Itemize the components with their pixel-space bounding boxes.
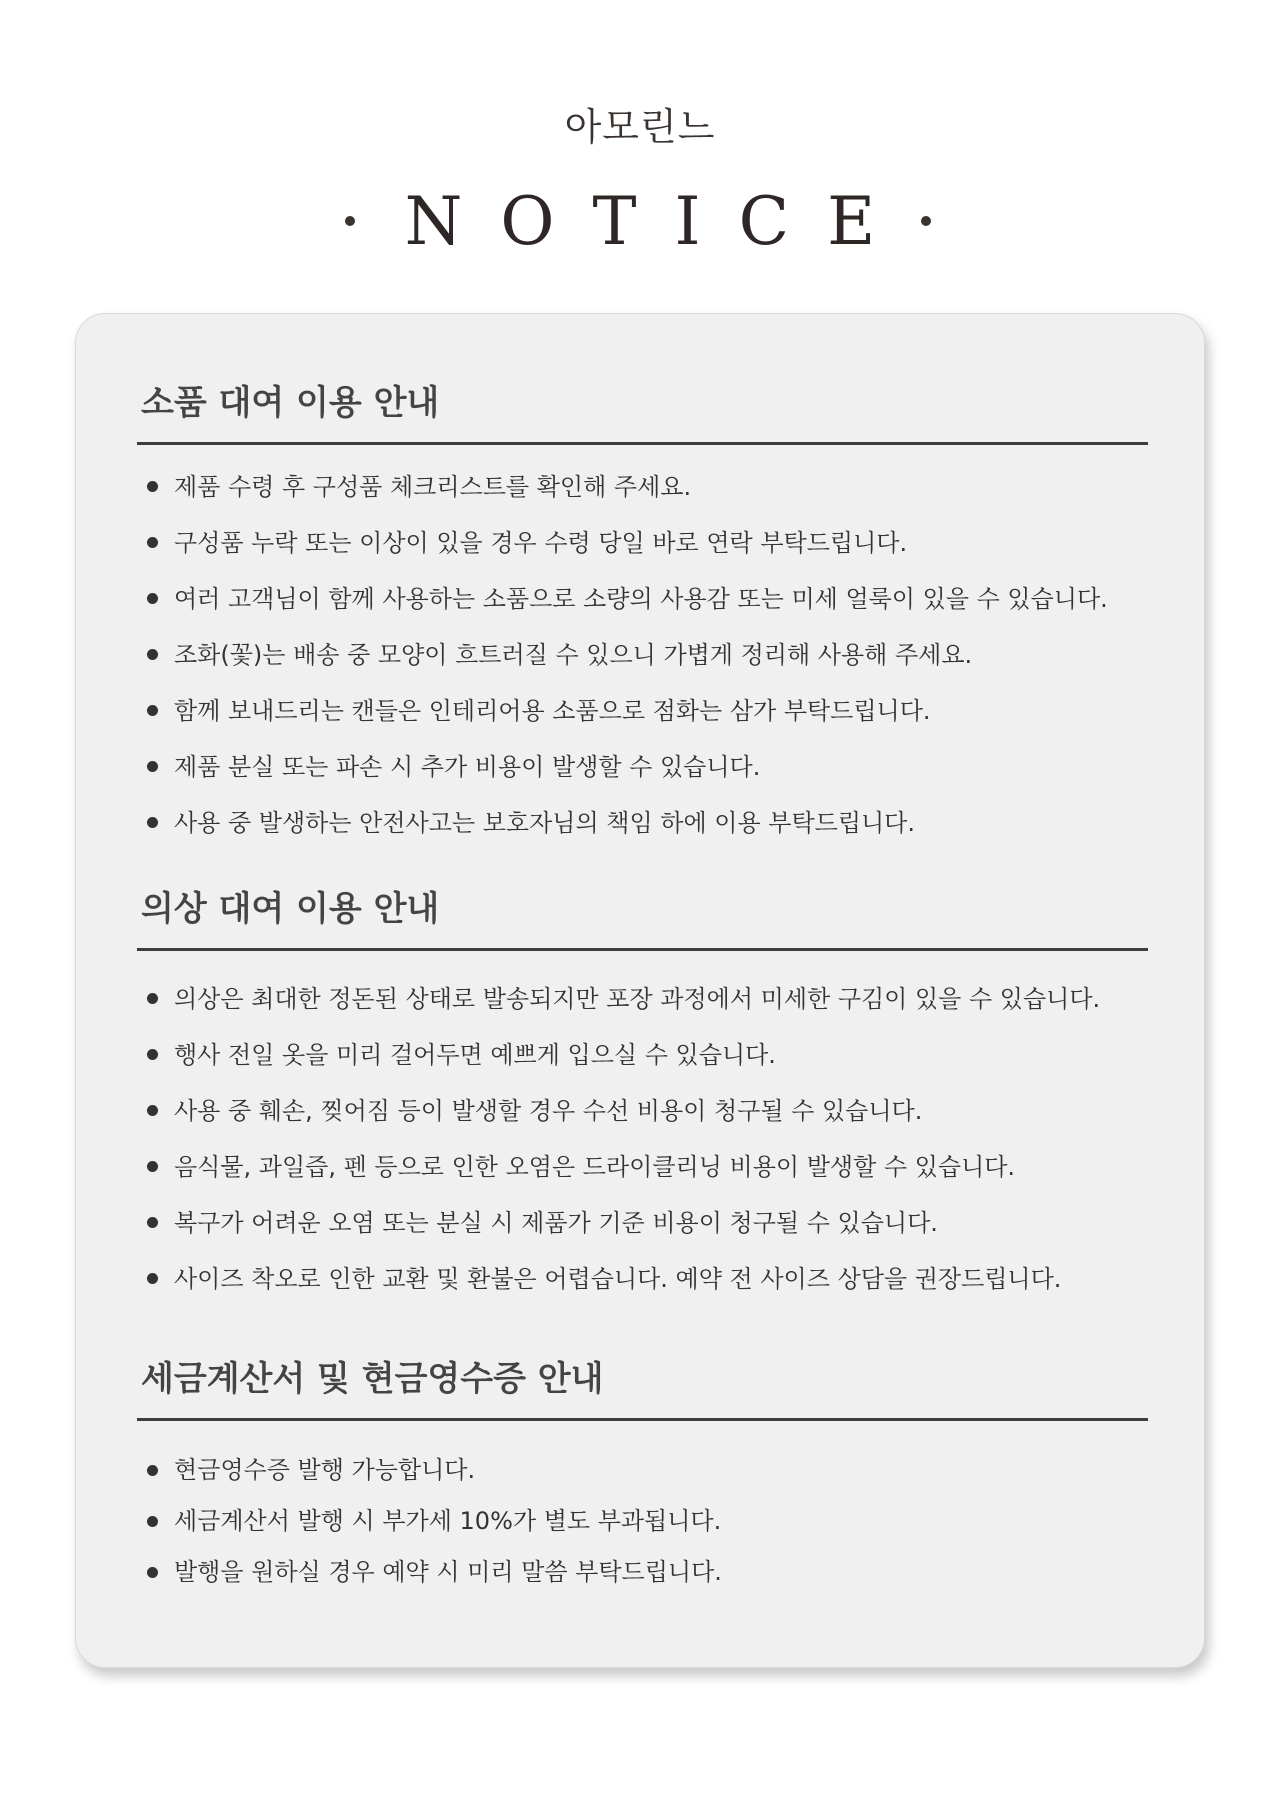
list-item	[137, 971, 1148, 1027]
list-item	[137, 739, 1148, 795]
list-item	[137, 1083, 1148, 1139]
bullet-icon	[147, 1273, 158, 1284]
bullet-icon	[147, 993, 158, 1004]
bullet-icon	[147, 761, 158, 772]
list-item	[137, 627, 1148, 683]
list-item-text: 함께 보내드리는 캔들은 인테리어용 소품으로 점화는 삼가 부탁드립니다.	[174, 697, 931, 725]
list-item-text: 세금계산서 발행 시 부가세 10%가 별도 부과됩니다.	[174, 1507, 722, 1535]
bullet-icon	[147, 593, 158, 604]
notice-card	[75, 313, 1205, 1668]
list-item	[137, 1547, 1148, 1598]
list-item-text: 복구가 어려운 오염 또는 분실 시 제품가 기준 비용이 청구될 수 있습니다.	[174, 1209, 938, 1237]
list-item-text: 의상은 최대한 정돈된 상태로 발송되지만 포장 과정에서 미세한 구김이 있을 수 있습니다.	[174, 985, 1101, 1013]
list-item	[137, 1195, 1148, 1251]
notice-title: NOTICE	[404, 183, 914, 260]
notice-list	[137, 459, 1148, 851]
list-item-text: 음식물, 과일즙, 펜 등으로 인한 오염은 드라이클리닝 비용이 발생할 수 있습니다.	[174, 1153, 1016, 1181]
list-item-text: 제품 수령 후 구성품 체크리스트를 확인해 주세요.	[174, 473, 692, 501]
list-item	[137, 515, 1148, 571]
bullet-icon	[147, 649, 158, 660]
section-tax-invoice	[137, 1352, 1148, 1598]
list-item-text: 발행을 원하실 경우 예약 시 미리 말씀 부탁드립니다.	[174, 1558, 722, 1586]
list-item-text: 조화(꽃)는 배송 중 모양이 흐트러질 수 있으니 가볍게 정리해 사용해 주세요.	[174, 641, 973, 669]
bullet-icon	[147, 1049, 158, 1060]
list-item	[137, 1139, 1148, 1195]
notice-list	[137, 971, 1148, 1307]
bullet-icon	[147, 1161, 158, 1172]
dot-ornament-right	[921, 216, 931, 226]
list-item-text: 사용 중 발생하는 안전사고는 보호자님의 책임 하에 이용 부탁드립니다.	[174, 809, 915, 837]
section-divider	[137, 1418, 1148, 1421]
section-title: 세금계산서 및 현금영수증 안내	[141, 1359, 604, 1399]
list-item	[137, 459, 1148, 515]
list-item-text: 사용 중 훼손, 찢어짐 등이 발생할 경우 수선 비용이 청구될 수 있습니다.	[174, 1097, 923, 1125]
bullet-icon	[147, 1567, 158, 1578]
list-item-text: 제품 분실 또는 파손 시 추가 비용이 발생할 수 있습니다.	[174, 753, 761, 781]
list-item	[137, 571, 1148, 627]
list-item	[137, 1496, 1148, 1547]
list-item-text: 사이즈 착오로 인한 교환 및 환불은 어렵습니다. 예약 전 사이즈 상담을 권장드립니다.	[174, 1265, 1062, 1293]
bullet-icon	[147, 1105, 158, 1116]
list-item	[137, 1027, 1148, 1083]
list-item	[137, 1445, 1148, 1496]
section-divider	[137, 948, 1148, 951]
section-title: 의상 대여 이용 안내	[141, 889, 440, 929]
brand-name: 아모린느	[564, 105, 716, 149]
list-item-text: 여러 고객님이 함께 사용하는 소품으로 소량의 사용감 또는 미세 얼룩이 있을 수 있습니다.	[174, 585, 1108, 613]
bullet-icon	[147, 1516, 158, 1527]
section-divider	[137, 442, 1148, 445]
section-prop-rental	[137, 376, 1148, 851]
bullet-icon	[147, 817, 158, 828]
list-item	[137, 683, 1148, 739]
bullet-icon	[147, 481, 158, 492]
list-item-text: 행사 전일 옷을 미리 걸어두면 예쁘게 입으실 수 있습니다.	[174, 1041, 776, 1069]
bullet-icon	[147, 1217, 158, 1228]
section-title: 소품 대여 이용 안내	[141, 383, 440, 423]
list-item-text: 구성품 누락 또는 이상이 있을 경우 수령 당일 바로 연락 부탁드립니다.	[174, 529, 908, 557]
list-item-text: 현금영수증 발행 가능합니다.	[174, 1456, 476, 1484]
notice-heading	[0, 182, 1280, 262]
bullet-icon	[147, 537, 158, 548]
bullet-icon	[147, 1465, 158, 1476]
section-costume-rental	[137, 882, 1148, 1307]
list-item	[137, 795, 1148, 851]
notice-list	[137, 1445, 1148, 1598]
bullet-icon	[147, 705, 158, 716]
list-item	[137, 1251, 1148, 1307]
